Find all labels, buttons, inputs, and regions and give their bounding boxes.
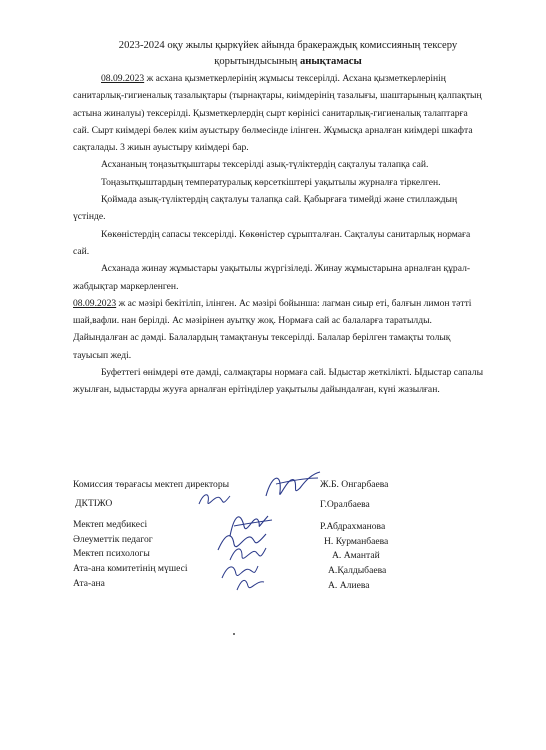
name-director: Ж.Б. Онгарбаева	[320, 479, 389, 490]
paragraph-6: Асханада жинау жұмыстары уақытылы жүргізіледі. Жинау жұмыстарына арналған құрал-жабдықтар маркерленген.	[73, 263, 471, 292]
paragraph-7-text: ж ас мәзірі бекітіліп, ілінген. Ас мәзірі бойынша: лагман сиыр еті, балғын лимон тәтті шай,вафли. нан берілді. Ас мәзірінен ауытқу жоқ. Нормаға сай ас балаларға таратылды. Дайындалған ас дәмді. Балалардың тамақтануы тексерілді. Балалар берілген тамақты толық тауысып жеді.	[73, 297, 472, 361]
paragraph-7-date: 08.09.2023	[73, 297, 117, 309]
paragraph-4: Қоймада азық-түліктердің сақталуы талапқа сай. Қабырғаға тимейді және стиллаждың үстінде.	[73, 194, 458, 223]
role-parent-committee-member: Ата-ана комитетінің мүшесі	[73, 562, 188, 574]
paragraph-1-text: ж асхана қызметкерлерінің жұмысы тексерілді. Асхана қызметкерлерінің санитарлық-гигиеналық тазалықтары (тырнақтары, киімдерінің тазалығы, шаштарының қалпақтың астына жиналуы) тексерілді. Қызметкерлердің сырт көрінісі санитарлық-гигиеналық талаптарға сай. Сырт киімдері бөлек киім ауыстыру бөлмесінде ілінген. Жұмысқа арналған киімдері шкафта сақталады. 3 жиын ауыстыру киімдері бар.	[73, 73, 482, 154]
signature-names	[320, 478, 480, 593]
paragraph-5: Көкөністердің сапасы тексерілді. Көкөністер сұрыпталған. Сақталуы санитарлық нормаға сай.	[73, 228, 471, 257]
paragraph-1-date: 08.09.2023	[101, 73, 145, 84]
handwritten-signature-parent	[234, 574, 268, 594]
document-body	[73, 70, 485, 399]
title-line-2-bold: анықтамасы	[299, 56, 362, 67]
role-school-nurse: Мектеп медбикесі	[73, 519, 148, 531]
role-school-psychologist: Мектеп психологы	[73, 548, 150, 560]
name-psychologist: А. Амантай	[332, 550, 380, 562]
title-line-2-regular: қорытындысының	[214, 56, 300, 67]
paragraph-3: Тоңазытқыштардың температуралық көрсеткіштері уақытылы журналға тіркелген.	[101, 176, 441, 188]
document-title	[78, 38, 498, 70]
role-parent: Ата-ана	[73, 577, 105, 589]
role-commission-chair: Комиссия төрағасы мектеп директоры	[73, 479, 230, 490]
paragraph-7	[73, 295, 485, 364]
handwritten-signature-director	[262, 466, 324, 506]
paragraph-8: Буфеттегі өнімдері өте дәмді, салмақтары нормаға сай. Ыдыстар жеткілікті. Ыдыстар сапалы жуылған, ыдыстарды жууға арналған ерітінділер уақытылы дайындалған, күні жазылған.	[73, 367, 484, 396]
role-deputy-director: ДКТІЖО	[75, 497, 113, 509]
name-deputy: Г.Оралбаева	[320, 498, 370, 510]
title-line-2	[78, 54, 498, 70]
name-parent: А. Алиева	[328, 579, 370, 591]
name-social-pedagogue: Н. Курманбаева	[324, 535, 389, 547]
paragraph-1	[73, 70, 485, 156]
name-nurse: Р.Абдрахманова	[320, 521, 386, 533]
name-parent-committee: А.Қалдыбаева	[328, 564, 387, 576]
paragraph-2: Асхананың тоңазытқыштары тексерілді азық-түліктердің сақталуы талапқа сай.	[101, 159, 429, 171]
title-line-1: 2023-2024 оқу жылы қыркүйек айында бракераждық комиссияның тексеру	[118, 40, 458, 51]
role-social-pedagogue: Әлеуметтік педагог	[73, 533, 153, 545]
page-speck	[233, 633, 235, 635]
